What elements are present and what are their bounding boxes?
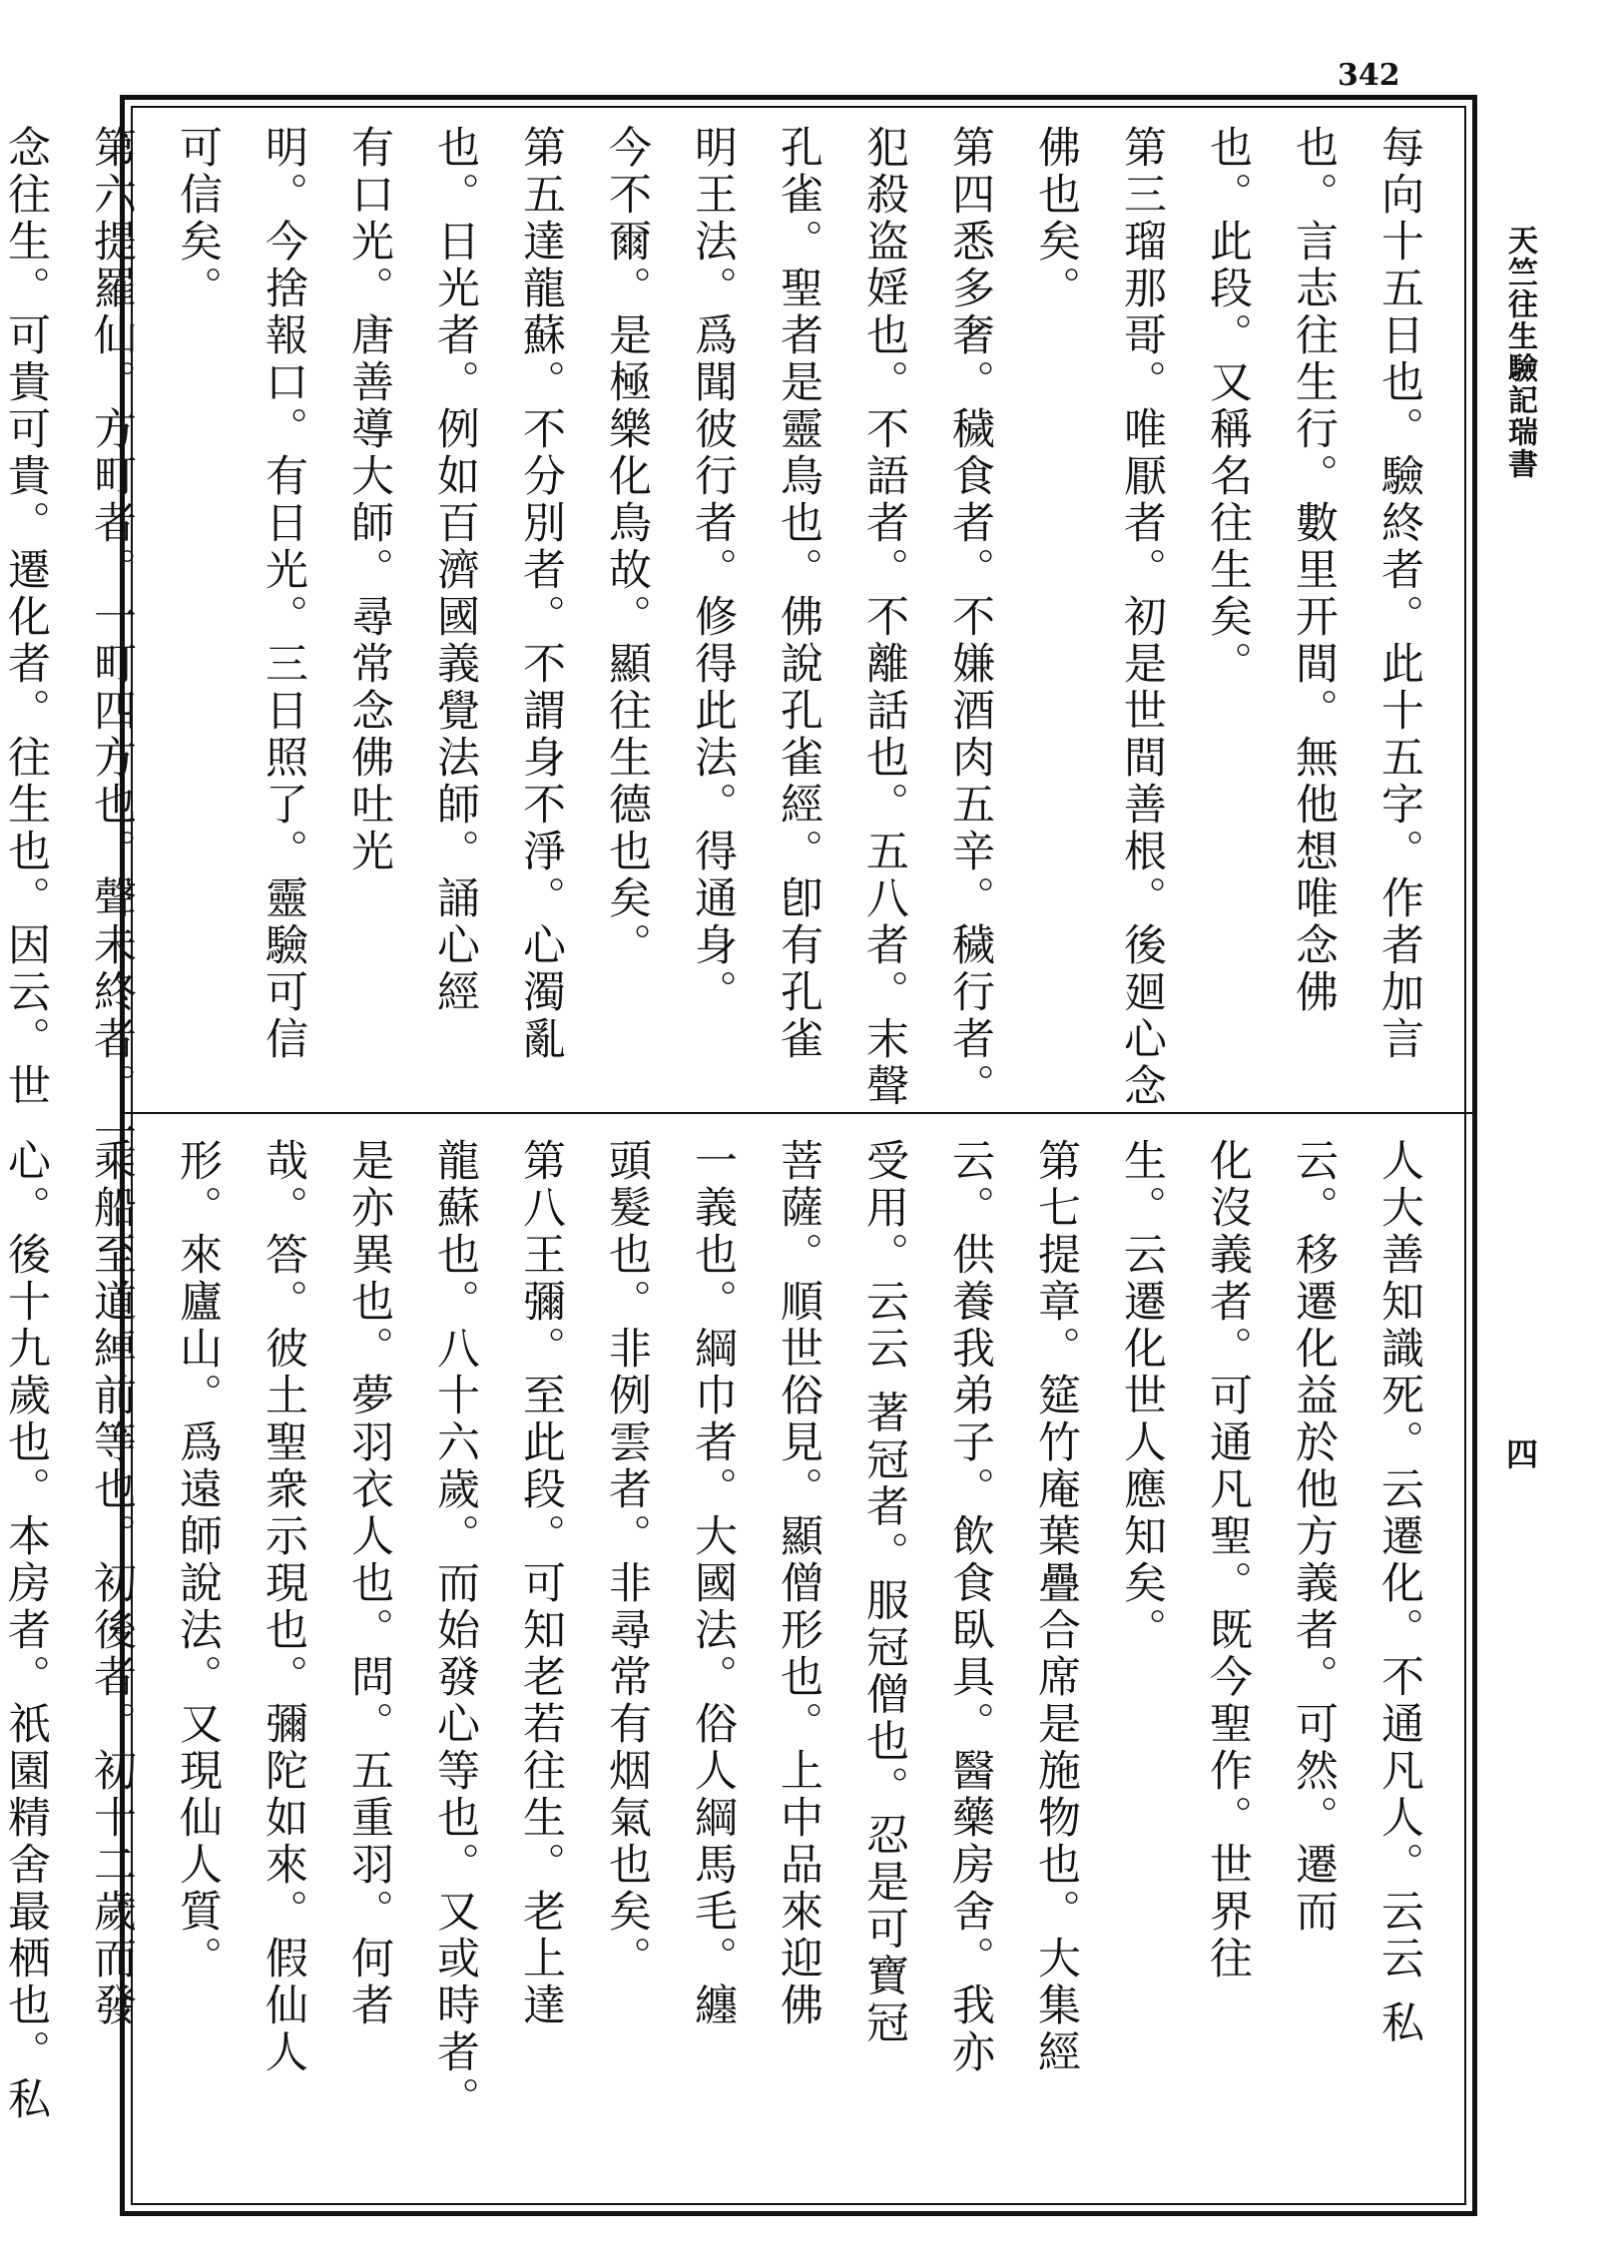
text-line: 犯殺盗婬也。不語者。不離話也。五八者。末聲	[859, 125, 909, 1110]
text-line: 第八王彌。至此段。可知老若往生。老上達	[516, 1138, 566, 2029]
text-line: 人大善知識死。云遷化。不通凡人。云云 私	[1374, 1138, 1424, 2047]
text-line: 云。移遷化益於他方義者。可然。遷而	[1289, 1138, 1339, 1936]
text-line: 生。云遷化世人應知矣。	[1117, 1138, 1167, 1654]
text-line: 乘船至道綽前等也。初後者。初十二歲而發	[87, 1138, 137, 2029]
text-line: 明。今捨報口。有日光。三日照了。靈驗可信	[259, 125, 308, 1063]
text-line: 也。此段。又稱名往生矣。	[1203, 125, 1253, 688]
text-line: 心。後十九歲也。本房者。祇園精舍最栖也。私	[1, 1138, 51, 2123]
text-line: 每向十五日也。驗終者。此十五字。作者加言	[1374, 125, 1424, 1063]
text-line: 有口光。唐善導大師。尋常念佛吐光	[344, 125, 394, 875]
text-line: 受用。云云 著冠者。服冠僧也。忍是可寶冠	[859, 1138, 909, 2047]
upper-text-block	[1, 125, 1442, 1157]
text-line: 孔雀。聖者是靈鳥也。佛說孔雀經。卽有孔雀	[774, 125, 823, 1063]
text-line: 第四悉多奢。穢食者。不嫌酒肉五辛。穢行者。	[945, 125, 995, 1110]
text-line: 今不爾。是極樂化鳥故。顯往生德也矣。	[602, 125, 652, 969]
lower-text-block	[1, 1138, 1442, 2186]
text-line: 可信矣。	[173, 125, 223, 312]
folio-marker: 四	[1501, 1437, 1539, 1469]
text-line: 念往生。可貴可貴。遷化者。往生也。因云。世	[1, 125, 51, 1110]
text-line: 第七提章。筵竹庵葉疊合席是施物也。大集經	[1031, 1138, 1081, 2076]
text-frame	[1, 95, 1477, 2216]
text-line: 哉。答。彼土聖衆示現也。彌陀如來。假仙人	[259, 1138, 308, 2076]
text-line: 也。言志往生行。數里开間。無他想唯念佛	[1289, 125, 1339, 1016]
text-line: 頭髮也。非例雲者。非尋常有烟氣也矣。	[602, 1138, 652, 1983]
section-divider	[125, 1112, 1472, 1114]
text-line: 第六提羅仙。方町者。一町四方也。聲未終者。一	[87, 125, 137, 1157]
text-line: 也。日光者。例如百濟國義覺法師。誦心經	[430, 125, 480, 1016]
running-header: 天竺往生驗記瑞書	[1502, 225, 1537, 480]
text-line: 一義也。綱巾者。大國法。俗人綱馬毛。纏	[688, 1138, 738, 2029]
text-line: 化沒義者。可通凡聖。既今聖作。世界往	[1203, 1138, 1253, 1983]
text-line: 龍蘇也。八十六歲。而始發心等也。又或時者。	[430, 1138, 480, 2123]
text-line: 佛也矣。	[1031, 125, 1081, 312]
text-line: 是亦異也。夢羽衣人也。問。五重羽。何者	[344, 1138, 394, 2029]
text-line: 云。供養我弟子。飲食臥具。醫藥房舍。我亦	[945, 1138, 995, 2076]
text-line: 菩薩。順世俗見。顯僧形也。上中品來迎佛	[774, 1138, 823, 2029]
text-line: 形。來廬山。爲遠師說法。又現仙人質。	[173, 1138, 223, 1983]
page-number: 342	[1338, 58, 1400, 93]
text-line: 第三瑠那哥。唯厭者。初是世間善根。後廻心念	[1117, 125, 1167, 1110]
text-line: 第五達龍蘇。不分別者。不謂身不淨。心濁亂	[516, 125, 566, 1063]
text-line: 明王法。爲聞彼行者。修得此法。得通身。	[688, 125, 738, 1016]
